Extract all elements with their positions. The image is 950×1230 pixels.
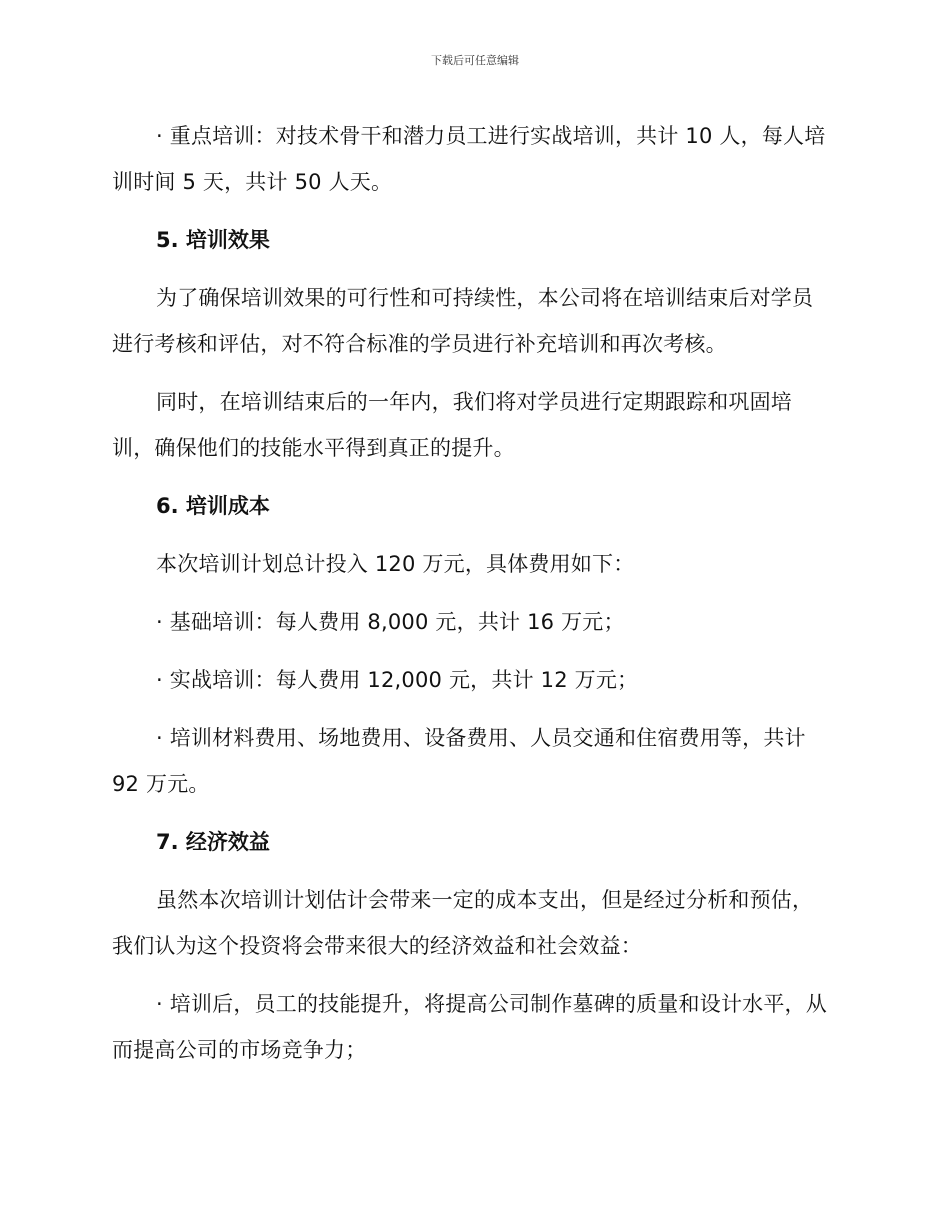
paragraph-follow-up: 同时，在培训结束后的一年内，我们将对学员进行定期跟踪和巩固培训，确保他们的技能水平得到真正的提升。 bbox=[112, 390, 792, 460]
paragraph-benefit-intro: 虽然本次培训计划估计会带来一定的成本支出，但是经过分析和预估，我们认为这个投资将会带来很大的经济效益和社会效益： bbox=[112, 888, 814, 958]
list-item-other-costs: · 培训材料费用、场地费用、设备费用、人员交通和住宿费用等，共计 92 万元。 bbox=[112, 726, 806, 796]
document-body bbox=[112, 113, 834, 1073]
paragraph-key-training: · 重点培训：对技术骨干和潜力员工进行实战培训，共计 10 人，每人培训时间 5 天，共计 50 人天。 bbox=[112, 124, 826, 194]
list-item-competitiveness: · 培训后，员工的技能提升，将提高公司制作墓碑的质量和设计水平，从而提高公司的市场竞争力； bbox=[112, 992, 827, 1062]
list-item-basic-training-cost: · 基础培训：每人费用 8,000 元，共计 16 万元； bbox=[156, 610, 625, 634]
page-header: 下载后可任意编辑 bbox=[431, 54, 519, 67]
paragraph-assessment: 为了确保培训效果的可行性和可持续性，本公司将在培训结束后对学员进行考核和评估，对不符合标准的学员进行补充培训和再次考核。 bbox=[112, 286, 814, 356]
section-heading-training-effect: 5. 培训效果 bbox=[156, 228, 270, 252]
list-item-practical-training-cost: · 实战培训：每人费用 12,000 元，共计 12 万元； bbox=[156, 668, 639, 692]
section-heading-training-cost: 6. 培训成本 bbox=[156, 494, 270, 518]
paragraph-total-investment: 本次培训计划总计投入 120 万元，具体费用如下： bbox=[156, 552, 635, 576]
section-heading-economic-benefit: 7. 经济效益 bbox=[156, 830, 270, 854]
